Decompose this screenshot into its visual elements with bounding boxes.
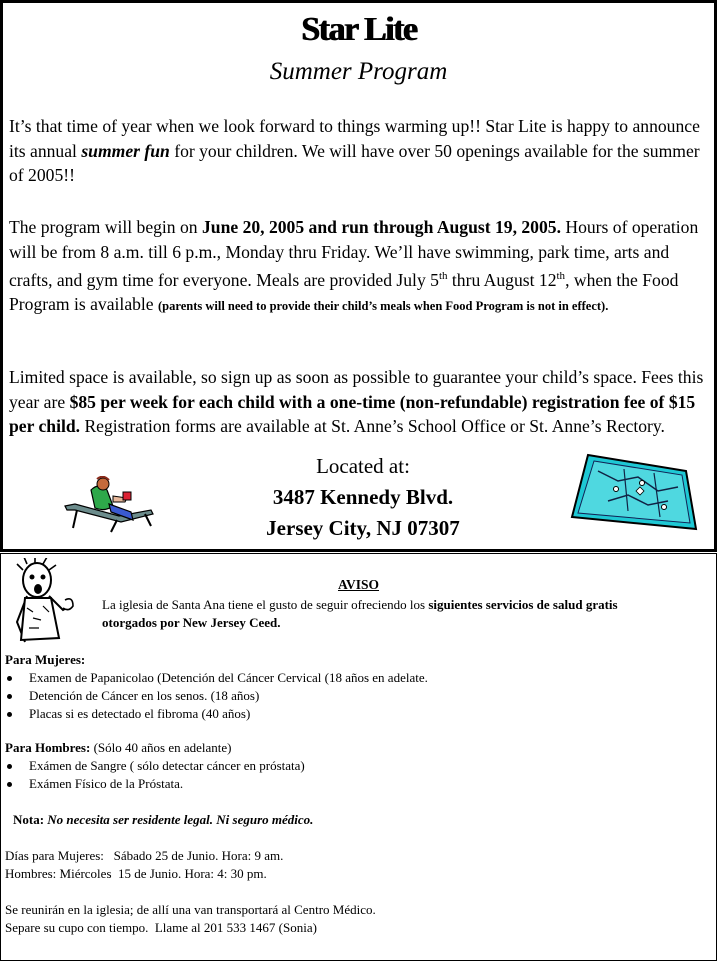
list-item xyxy=(5,705,705,723)
program-hours-text: Hours of operation will be from 8 a.m. till 6 p.m., Monday thru Friday. We’ll have swimming, park time, arts and crafts, and gym time for everyone. Meals are provided July 5 xyxy=(9,217,699,290)
page-subtitle: Summer Program xyxy=(269,58,448,85)
dias-mujeres: Días para Mujeres: Sábado 25 de Junio. Hora: 9 am. xyxy=(5,848,284,863)
list-item-text: Placas si es detectado el fibroma (40 años) xyxy=(29,706,251,721)
list-item xyxy=(5,669,705,687)
aviso-notice xyxy=(0,553,717,961)
list-item-text: Exámen de Sangre ( sólo detectar cáncer en próstata) xyxy=(29,758,305,773)
bullet-icon xyxy=(7,782,12,787)
registration-text: Registration forms are available at St. Anne’s School Office or St. Anne’s Rectory. xyxy=(80,416,665,436)
nota-label: Nota: xyxy=(13,812,45,827)
aviso-intro xyxy=(102,596,662,632)
aviso-title: AVISO xyxy=(337,577,380,592)
list-item xyxy=(5,687,705,705)
address-city: Jersey City, NJ 07307 xyxy=(266,516,460,540)
nota-text: No necesita ser residente legal. Ni seguro médico. xyxy=(44,812,314,827)
intro-paragraph xyxy=(9,114,713,188)
list-item-text: Examen de Papanicolao (Detención del Cáncer Cervical (18 años en adelate. xyxy=(29,670,428,685)
mujeres-heading: Para Mujeres: xyxy=(5,652,86,667)
aviso-intro-text: La iglesia de Santa Ana tiene el gusto de seguir ofreciendo los xyxy=(102,597,429,612)
map-clipart xyxy=(568,451,700,533)
hombres-age-note: (Sólo 40 años en adelante) xyxy=(90,740,232,755)
list-item xyxy=(5,775,705,793)
intro-text: It’s that time of year when we look forward to things warming up!! Star Lite is happy to announce its annual xyxy=(9,116,700,161)
intro-text-end: for your children. We will have over 50 openings available for the summer of 2005!! xyxy=(9,140,700,185)
ordinal-suffix: th xyxy=(438,270,448,282)
nota xyxy=(13,811,313,829)
mujeres-list xyxy=(5,669,705,723)
program-paragraph xyxy=(9,215,713,317)
hombres-fecha: Hombres: Miércoles 15 de Junio. Hora: 4: 30 pm. xyxy=(5,866,267,881)
hombres-list xyxy=(5,757,705,793)
bullet-icon xyxy=(7,764,12,769)
fees-amount: $85 per week for each child with a one-time (non-refundable) registration fee of $15 per child. xyxy=(9,391,696,436)
fees-paragraph xyxy=(9,365,713,439)
program-meals-text: thru August 12 xyxy=(447,269,557,290)
program-dates: June 20, 2005 and run through August 19, 2005. xyxy=(202,217,561,237)
food-program-text: , when the Food Program is available xyxy=(9,269,679,315)
list-item-text: Detención de Cáncer en los senos. (18 años) xyxy=(29,688,260,703)
fees-text: Limited space is available, so sign up as soon as possible to guarantee your child’s space. Fees this year are xyxy=(9,367,704,412)
bullet-icon xyxy=(7,712,12,717)
program-text: The program will begin on xyxy=(9,217,202,237)
contact-info: Separe su cupo con tiempo. Llame al 201 533 1467 (Sonia) xyxy=(5,920,317,935)
list-item-text: Exámen Físico de la Próstata. xyxy=(29,776,184,791)
reunion-info: Se reunirán en la iglesia; de allí una van transportará al Centro Médico. xyxy=(5,902,376,917)
located-label: Located at: xyxy=(316,454,410,478)
hombres-heading-label: Para Hombres: xyxy=(5,740,91,755)
ordinal-suffix: th xyxy=(556,270,566,282)
bullet-icon xyxy=(7,694,12,699)
address-street: 3487 Kennedy Blvd. xyxy=(272,485,454,509)
food-program-note: (parents will need to provide their child’s meals when Food Program is not in effect). xyxy=(158,299,609,314)
child-on-lounge-chair-clipart xyxy=(63,476,155,534)
bullet-icon xyxy=(7,676,12,681)
aviso-intro-bold: siguientes servicios de salud gratis otorgados por New Jersey Ceed. xyxy=(102,597,618,630)
hombres-heading xyxy=(5,739,231,757)
page-title: Star Lite xyxy=(300,11,417,48)
list-item xyxy=(5,757,705,775)
summer-fun-emphasis: summer fun xyxy=(81,140,170,161)
shocked-man-clipart xyxy=(3,558,79,644)
